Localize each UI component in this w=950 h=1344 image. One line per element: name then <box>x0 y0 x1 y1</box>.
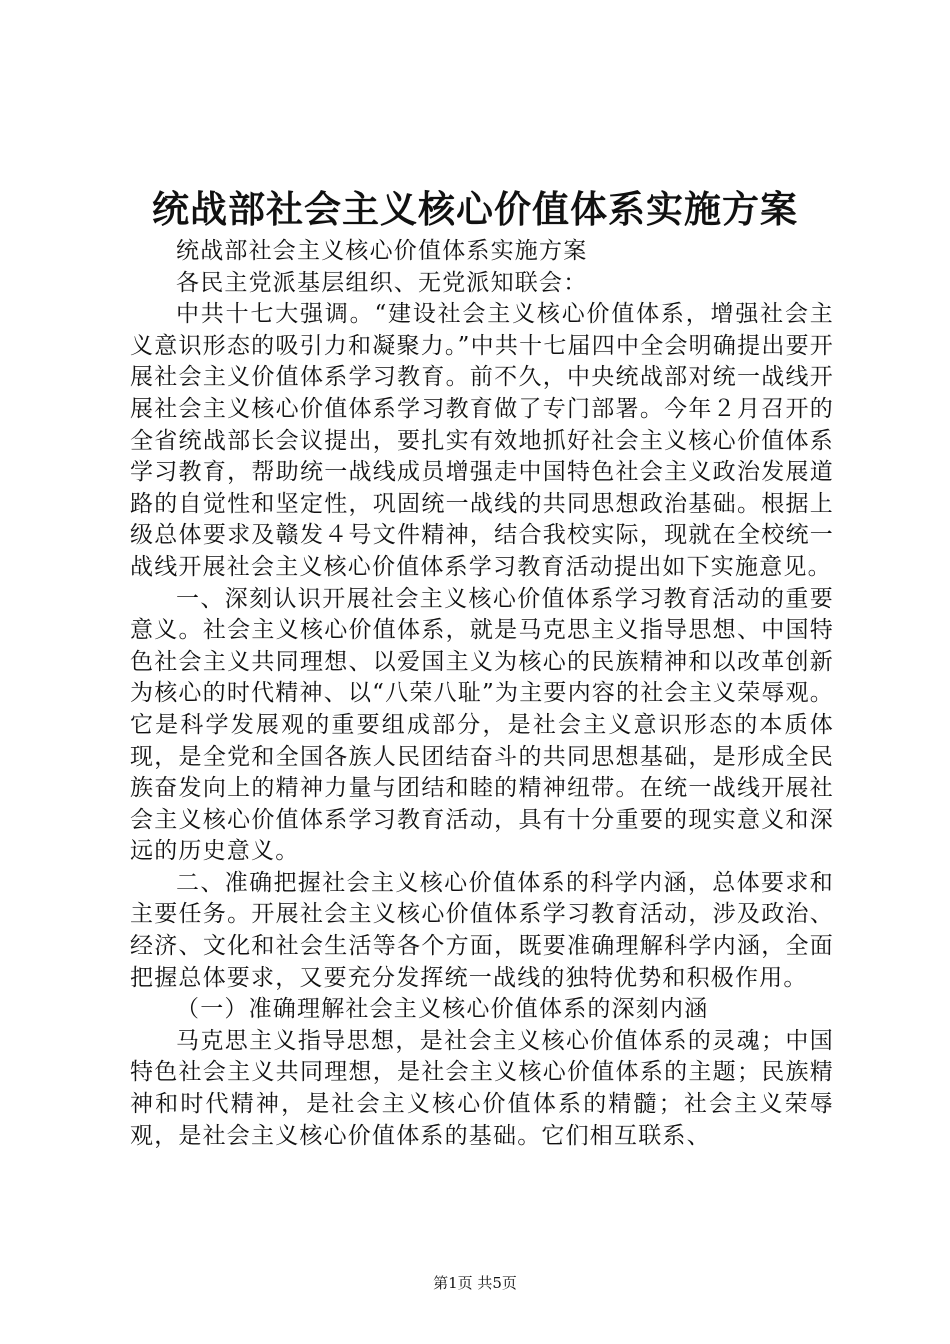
page-footer: 第1页 共5页 <box>433 1274 517 1292</box>
document-body <box>130 236 834 1152</box>
paragraph-section-1: 一、深刻认识开展社会主义核心价值体系学习教育活动的重要意义。社会主义核心价值体系，就是马克思主义指导思想、中国特色社会主义共同理想、以爱国主义为核心的民族精神和以改革创新为核心的时代精神、以“八荣八耻”为主要内容的社会主义荣辱观。它是科学发展观的重要组成部分，是社会主义意识形态的本质体现，是全党和全国各族人民团结奋斗的共同思想基础，是形成全民族奋发向上的精神力量与团结和睦的精神纽带。在统一战线开展社会主义核心价值体系学习教育活动，具有十分重要的现实意义和深远的历史意义。 <box>130 585 834 865</box>
paragraph-intro: 中共十七大强调。“建设社会主义核心价值体系，增强社会主义意识形态的吸引力和凝聚力。”中共十七届四中全会明确提出要开展社会主义价值体系学习教育。前不久，中央统战部对统一战线开展社会主义核心价值体系学习教育做了专门部署。今年２月召开的全省统战部长会议提出，要扎实有效地抓好社会主义核心价值体系学习教育，帮助统一战线成员增强走中国特色社会主义政治发展道路的自觉性和坚定性，巩固统一战线的共同思想政治基础。根据上级总体要求及赣发４号文件精神，结合我校实际，现就在全校统一战线开展社会主义核心价值体系学习教育活动提出如下实施意见。 <box>130 301 834 580</box>
document-title: 统战部社会主义核心价值体系实施方案 <box>152 187 798 231</box>
paragraph-content: 马克思主义指导思想，是社会主义核心价值体系的灵魂；中国特色社会主义共同理想，是社会主义核心价值体系的主题；民族精神和时代精神，是社会主义核心价值体系的精髓；社会主义荣辱观，是社会主义核心价值体系的基础。它们相互联系、 <box>130 1027 834 1149</box>
paragraph-subheading: （一）准确理解社会主义核心价值体系的深刻内涵 <box>176 996 709 1023</box>
paragraph-salutation: 各民主党派基层组织、无党派知联会： <box>176 269 588 296</box>
paragraph-section-2: 二、准确把握社会主义核心价值体系的科学内涵，总体要求和主要任务。开展社会主义核心价值体系学习教育活动，涉及政治、经济、文化和社会生活等各个方面，既要准确理解科学内涵，全面把握总体要求，又要充分发挥统一战线的独特优势和积极作用。 <box>130 869 834 991</box>
paragraph-subtitle: 统战部社会主义核心价值体系实施方案 <box>176 238 588 264</box>
